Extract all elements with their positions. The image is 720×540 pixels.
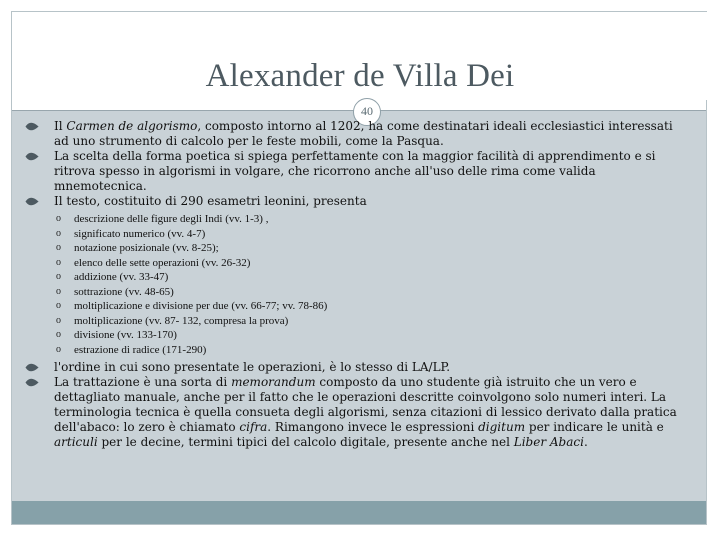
bullet-text: Il bbox=[54, 119, 67, 133]
bullet-item bbox=[0, 375, 696, 450]
bullet-text: La scelta della forma poetica si spiega perfettamente con la maggior facilità di apprendimento e si ritrova spesso in algorismi in volgare, che ricorrono anche all'uso delle rima come valida mnemotecnica. bbox=[54, 149, 656, 193]
circle-bullet-icon: o bbox=[56, 314, 61, 326]
bullet-text: . Rimangono invece le espressioni bbox=[267, 420, 479, 434]
sub-bullet-item bbox=[0, 285, 696, 300]
sub-bullet-item bbox=[0, 314, 696, 329]
bullet-emphasis: Liber Abaci bbox=[513, 435, 584, 449]
sub-bullet-text: divisione (vv. 133-170) bbox=[74, 329, 177, 341]
bullet-emphasis: Carmen de algorismo bbox=[66, 119, 198, 133]
sub-bullet-text: estrazione di radice (171-290) bbox=[74, 343, 207, 356]
page-number-badge: 40 bbox=[353, 98, 381, 126]
bullet-item bbox=[0, 360, 696, 375]
bullet-text: . bbox=[583, 435, 588, 449]
bullet-text: , composto intorno al 1202, ha come destinatari ideali ecclesiastici interessati ad uno strumento di calcolo per le feste mobili, come la Pasqua. bbox=[54, 119, 673, 148]
circle-bullet-icon: o bbox=[56, 242, 61, 253]
sub-bullet-item bbox=[0, 227, 696, 242]
bullet-emphasis: digitum bbox=[478, 420, 526, 434]
bullet-text: La trattazione è una sorta di bbox=[54, 375, 232, 389]
sub-bullet-text: sottrazione (vv. 48-65) bbox=[74, 285, 174, 298]
sub-bullet-item bbox=[0, 212, 696, 227]
fleuron-bullet-icon bbox=[25, 151, 39, 162]
sub-bullet-list bbox=[0, 212, 696, 357]
circle-bullet-icon: o bbox=[56, 227, 61, 239]
sub-bullet-text: elenco delle sette operazioni (vv. 26-32) bbox=[74, 256, 251, 269]
bullet-item bbox=[0, 119, 696, 149]
fleuron-bullet-icon bbox=[25, 121, 39, 132]
sub-bullet-text: addizione (vv. 33-47) bbox=[74, 271, 169, 283]
bullet-text: composto da uno studente già istruito che un vero e dettagliato manuale, anche per il fatto che le operazioni descritte coinvolgono solo numeri interi. La terminologia tecnica è quella consueta degli algorismi, senza citazioni di lessico derivato dalla pratica dell'abaco: lo zero è chiamato bbox=[54, 375, 677, 434]
circle-bullet-icon: o bbox=[56, 256, 61, 268]
bullet-text: per indicare le unità e bbox=[525, 420, 664, 434]
bottom-bar bbox=[12, 501, 706, 524]
sub-bullet-item bbox=[0, 343, 696, 358]
circle-bullet-icon: o bbox=[56, 213, 61, 224]
sub-bullet-item bbox=[0, 328, 696, 343]
sub-bullet-text: notazione posizionale (vv. 8-25); bbox=[74, 242, 219, 254]
title-area bbox=[12, 12, 708, 100]
sub-bullet-text: descrizione delle figure degli Indi (vv. 1-3) , bbox=[74, 213, 269, 225]
sub-bullet-text: moltiplicazione (vv. 87- 132, compresa la prova) bbox=[74, 314, 289, 327]
bullet-item bbox=[0, 194, 696, 209]
sub-bullet-text: moltiplicazione e divisione per due (vv. 66-77; vv. 78-86) bbox=[74, 300, 328, 312]
fleuron-bullet-icon bbox=[25, 377, 39, 388]
sub-bullet-item bbox=[0, 256, 696, 271]
bullet-emphasis: cifra bbox=[239, 420, 268, 434]
sub-bullet-text: significato numerico (vv. 4-7) bbox=[74, 227, 206, 240]
circle-bullet-icon: o bbox=[56, 329, 61, 340]
circle-bullet-icon: o bbox=[56, 300, 61, 311]
bullet-item bbox=[0, 149, 696, 194]
circle-bullet-icon: o bbox=[56, 271, 61, 282]
circle-bullet-icon: o bbox=[56, 343, 61, 355]
bullet-text: per le decine, termini tipici del calcolo digitale, presente anche nel bbox=[97, 435, 514, 449]
sub-bullet-item bbox=[0, 299, 696, 314]
slide-title: Alexander de Villa Dei bbox=[205, 58, 515, 94]
bullet-text: Il testo, costituito di 290 esametri leonini, presenta bbox=[54, 194, 367, 208]
sub-bullet-item bbox=[0, 270, 696, 285]
bullet-emphasis: memorandum bbox=[231, 375, 316, 389]
sub-bullet-item bbox=[0, 241, 696, 256]
fleuron-bullet-icon bbox=[25, 196, 39, 207]
bullet-emphasis: articuli bbox=[54, 435, 98, 449]
fleuron-bullet-icon bbox=[25, 362, 39, 373]
bullet-list bbox=[0, 119, 696, 450]
circle-bullet-icon: o bbox=[56, 285, 61, 297]
bullet-text: l'ordine in cui sono presentate le operazioni, è lo stesso di LA/LP. bbox=[54, 360, 451, 374]
